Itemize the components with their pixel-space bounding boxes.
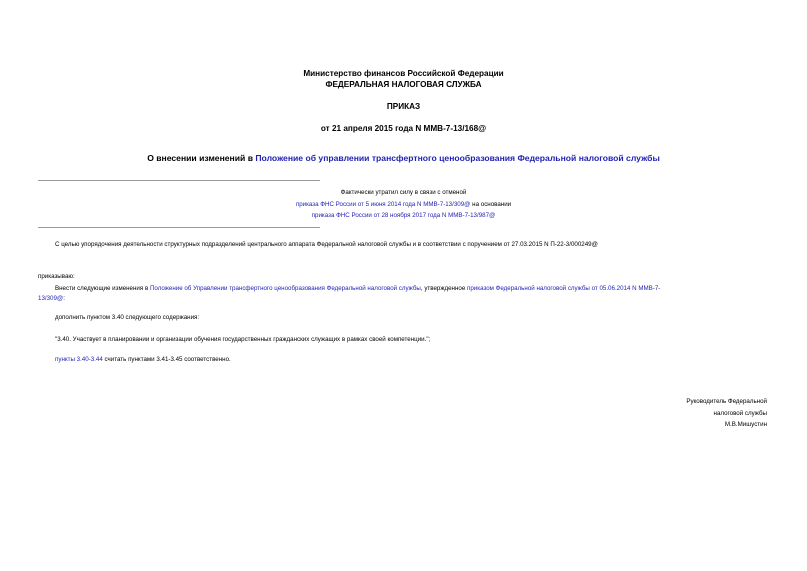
item-1-part-b: , утвержденное [420, 285, 467, 292]
regulation-link[interactable]: Положение об управлении трансфертного ценообразования Федеральной налоговой службы [255, 153, 660, 163]
signature-name: М.В.Мишустин [724, 421, 767, 428]
approving-order-link-cont[interactable]: 13/309@ [38, 295, 64, 302]
signature-position: Руководитель Федеральной [686, 398, 767, 405]
item-1-text [38, 284, 770, 304]
status-note-line3 [0, 210, 807, 222]
document-title-prefix: О внесении изменений в [147, 153, 256, 163]
ministry-name: Министерство финансов Российской Федерации [303, 69, 504, 78]
document-date-number: от 21 апреля 2015 года N ММВ-7-13/168@ [320, 124, 487, 133]
item-3-text: "3.40. Участвует в планировании и организации обучения государственных гражданских служащих в рамках своей компетенции."; [55, 336, 431, 343]
service-name: ФЕДЕРАЛЬНАЯ НАЛОГОВАЯ СЛУЖБА [325, 80, 482, 89]
status-note-suffix: на основании [470, 201, 512, 208]
divider-bottom [38, 227, 320, 228]
status-note-line1: Фактически утратил силу в связи с отменой [340, 189, 467, 196]
item-1-part-a: Внести следующие изменения в [55, 285, 150, 292]
signature-position-cont: налоговой службы [713, 409, 767, 417]
preamble-text: С целью упорядочения деятельности структурных подразделений центрального аппарата Федеральной налоговой службы и в соответствии с поручением от 27.03.2015 N П-22-3/000249@ [55, 241, 598, 248]
approving-order-link[interactable]: приказом Федеральной налоговой службы от 05.06.2014 N ММВ-7- [466, 285, 661, 292]
item-1-part-c: : [63, 295, 65, 302]
divider-top [38, 180, 320, 181]
order-word: приказываю: [38, 273, 75, 280]
department-regulation-link[interactable]: Положение об Управлении трансфертного ценообразования Федеральной налоговой службы [149, 285, 421, 292]
items-range-link[interactable]: пункты 3.40-3.44 [55, 356, 103, 363]
document-type: ПРИКАЗ [386, 102, 421, 111]
document-title [0, 153, 807, 163]
status-note-line2 [0, 199, 807, 211]
item-4-text [55, 356, 231, 363]
cancel-order-link[interactable]: приказа ФНС России от 5 июня 2014 года N ММВ-7-13/309@ [295, 201, 471, 208]
signature-block [607, 396, 767, 431]
item-2-text: дополнить пунктом 3.40 следующего содержания: [55, 314, 200, 321]
item-4-rest: считать пунктами 3.41-3.45 соответственно. [102, 356, 231, 363]
basis-order-link[interactable]: приказа ФНС России от 28 ноября 2017 года N ММВ-7-13/987@ [311, 212, 496, 219]
